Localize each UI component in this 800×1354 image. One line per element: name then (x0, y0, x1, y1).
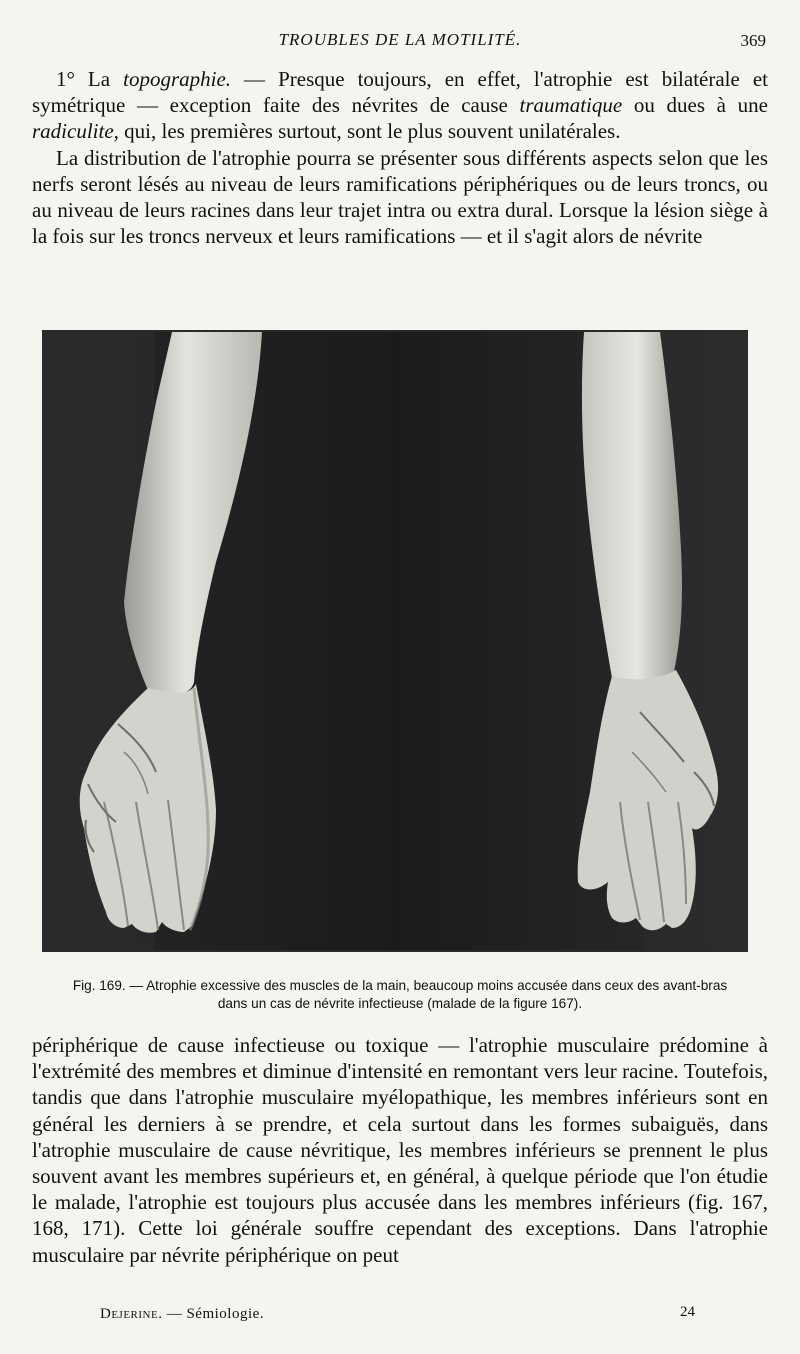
footer-separator: — (162, 1306, 187, 1322)
paragraph-distribution: La distribution de l'atrophie pourra se présenter sous différents aspects selon que les nerfs seront lésés au niveau de leurs ramifications périphériques ou de leurs troncs, ou au niveau de leurs racines dans leur trajet intra ou extra dural. Lorsque la lésion siège à la fois sur les troncs nerveux et leurs ramifications — et il s'agit alors de névrite (32, 145, 768, 249)
paragraph-continuation: périphérique de cause infectieuse ou toxique — l'atrophie musculaire prédomine à l'extrémité des membres et diminue d'intensité en remontant vers leur racine. Toutefois, tandis que dans l'atrophie musculaire myélopathique, les membres inférieurs sont en général les derniers à se prendre, et cela surtout dans les formes subaiguës, dans l'atrophie musculaire de cause névritique, les membres inférieurs se prennent le plus souvent avant les membres supérieurs et, en général, à quelque période que l'on étudie le malade, l'atrophie est toujours plus accusée dans les membres inférieurs (fig. 167, 168, 171). Cette loi générale souffre cependant des exceptions. Dans l'atrophie musculaire par névrite périphérique on peut (32, 1033, 768, 1267)
footer-author: Dejerine. (100, 1306, 163, 1322)
running-title: TROUBLES DE LA MOTILITÉ. (278, 30, 522, 49)
caption-line-1: Fig. 169. — Atrophie excessive des muscles de la main, beaucoup moins accusée dans ceux des avant-bras (72, 978, 728, 993)
page-number: 369 (740, 31, 766, 50)
figure-169-photograph (42, 330, 748, 952)
photograph-of-atrophied-hands (44, 332, 746, 950)
text-run: qui, les premières surtout, sont le plus souvent unilatérales. (118, 119, 621, 144)
top-text-block (32, 66, 768, 249)
text-run: — Presque toujours, en effet, l'atrophie est bilatérale et symétrique — exception faite des névrites de cause (32, 67, 768, 118)
footer-book-title: Sémiologie. (186, 1306, 265, 1322)
footer-author-title (100, 1306, 264, 1323)
footer-signature-mark: 24 (680, 1304, 695, 1320)
term-radiculite: radiculite, (32, 119, 119, 144)
section-number: 1° (56, 67, 75, 91)
paragraph-topographie (32, 66, 768, 145)
text-run: ou dues à une (622, 93, 768, 118)
term-topographie: topographie. (123, 67, 232, 91)
text-run: La (74, 67, 124, 91)
term-traumatique: traumatique (519, 93, 623, 118)
caption-line-2: dans un cas de névrite infectieuse (malade de la figure 167). (217, 996, 583, 1011)
figure-caption (40, 977, 760, 1013)
bottom-text-block (32, 1032, 768, 1268)
